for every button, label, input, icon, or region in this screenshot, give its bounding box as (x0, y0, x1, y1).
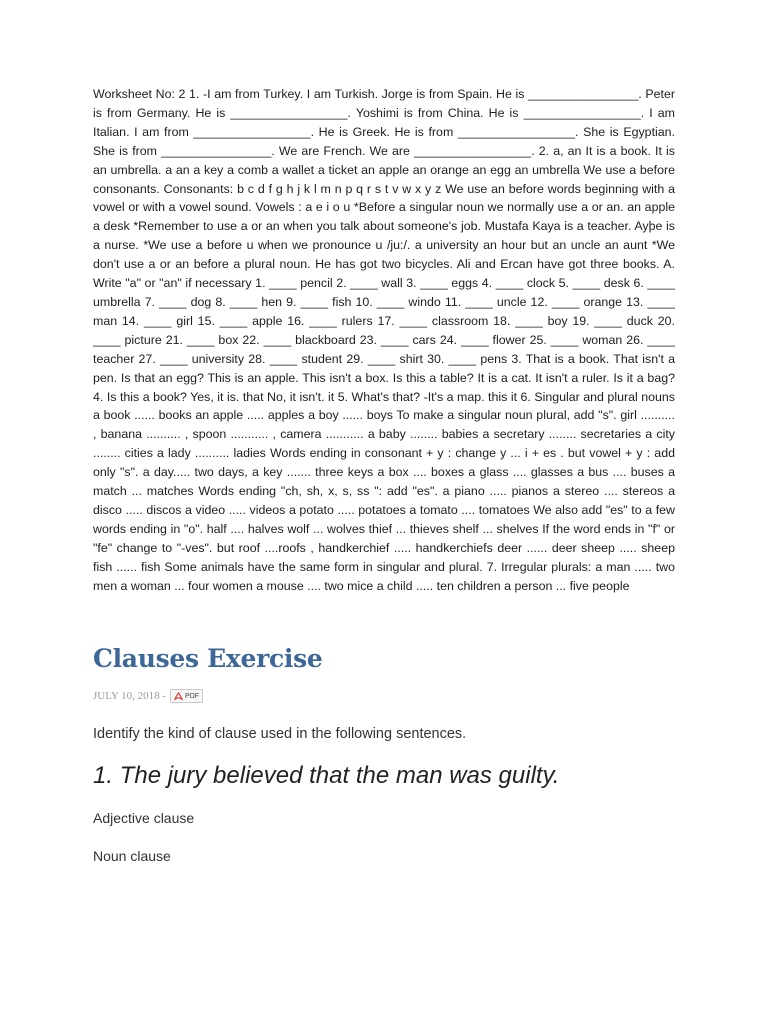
pdf-icon (174, 692, 183, 701)
pdf-download-button[interactable] (170, 689, 203, 703)
answer-option-noun-clause[interactable]: Noun clause (93, 848, 171, 865)
question-1: 1. The jury believed that the man was guilty. (93, 762, 560, 790)
answer-option-adjective-clause[interactable]: Adjective clause (93, 810, 195, 827)
worksheet-text: Worksheet No: 2 1. -I am from Turkey. I am Turkish. Jorge is from Spain. He is ________________. Peter is from Germany. He is _________________. Yoshimi is from China. He is _________________. I am Italian. I am from _________________. He is Greek. He is from _________________. She is Egyptian. She is from ________________. We are French. We are _________________. 2. a, an It is a book. It is an umbrella. a an a key a comb a wallet a ticket an apple an orange an egg an umbrella We use a before consonants. Consonants: b c d f g h j k l m n p q r s t v w x y z We use an before words beginning with a vowel or with a vowel sound. Vowels : a e i o u *Before a singular noun we normally use a or an. an apple a desk *Remember to use a or an when you talk about someone's job. Mustafa Kaya is a teacher. Ayþe is a nurse. *We use a before u when we pronounce u /ju:/. a university an hour but an uncle an aunt *We don't use a or an before a plural noun. He has got two bicycles. Ali and Ercan have got three books. A. Write "a" or "an" if necessary 1. ____ pencil 2. ____ wall 3. ____ eggs 4. ____ clock 5. ____ desk 6. ____ umbrella 7. ____ dog 8. ____ hen 9. ____ fish 10. ____ windo 11. ____ uncle 12. ____ orange 13. ____ man 14. ____ girl 15. ____ apple 16. ____ rulers 17. ____ classroom 18. ____ boy 19. ____ duck 20. ____ picture 21. ____ box 22. ____ blackboard 23. ____ cars 24. ____ flower 25. ____ woman 26. ____ teacher 27. ____ university 28. ____ student 29. ____ shirt 30. ____ pens 3. That is a book. That isn't a pen. Is that an egg? This is an apple. This isn't a box. Is this a table? It is a cat. It isn't a ruler. Is it a bag? 4. Is this a book? Yes, it is. that No, it isn't. it 5. What's that? -It's a map. this it 6. Singular and plural nouns a book ...... books an apple ..... apples a boy ...... boys To make a singular noun plural, add "s". girl .......... , banana .......... , spoon ........... , camera ........... a baby ........ babies a secretary ........ secretaries a city ........ cities a lady .......... ladies Words ending in consonant + y : change y ... i + es . but vowel + y : add only "s". a day..... two days, a key ....... three keys a box .... boxes a glass .... glasses a bus .... buses a match ... matches Words ending "ch, sh, x, s, ss ": add "es". a piano ..... pianos a stereo .... stereos a disco ..... discos a video ..... videos a potato ..... potatoes a tomato .... tomatoes We also add "es" to a few words ending in "o". half .... halves wolf ... wolves thief ... thieves shelf ... shelves If the word ends in "f" or "fe" change to "-ves". but roof ....roofs , handkerchief ..... handkerchiefs deer ...... deer sheep ..... sheep fish ...... fish Some animals have the same form in singular and plural. 7. Irregular plurals: a man ..... two men a woman ... four women a mouse .... two mice a child ..... ten children a person ... five people (93, 87, 675, 593)
post-date: JULY 10, 2018 - (93, 690, 167, 703)
post-title[interactable]: Clauses Exercise (93, 644, 323, 674)
exercise-intro: Identify the kind of clause used in the following sentences. (93, 726, 467, 743)
pdf-label: PDF (185, 692, 200, 700)
post-meta (93, 689, 675, 703)
page-content (93, 0, 675, 864)
